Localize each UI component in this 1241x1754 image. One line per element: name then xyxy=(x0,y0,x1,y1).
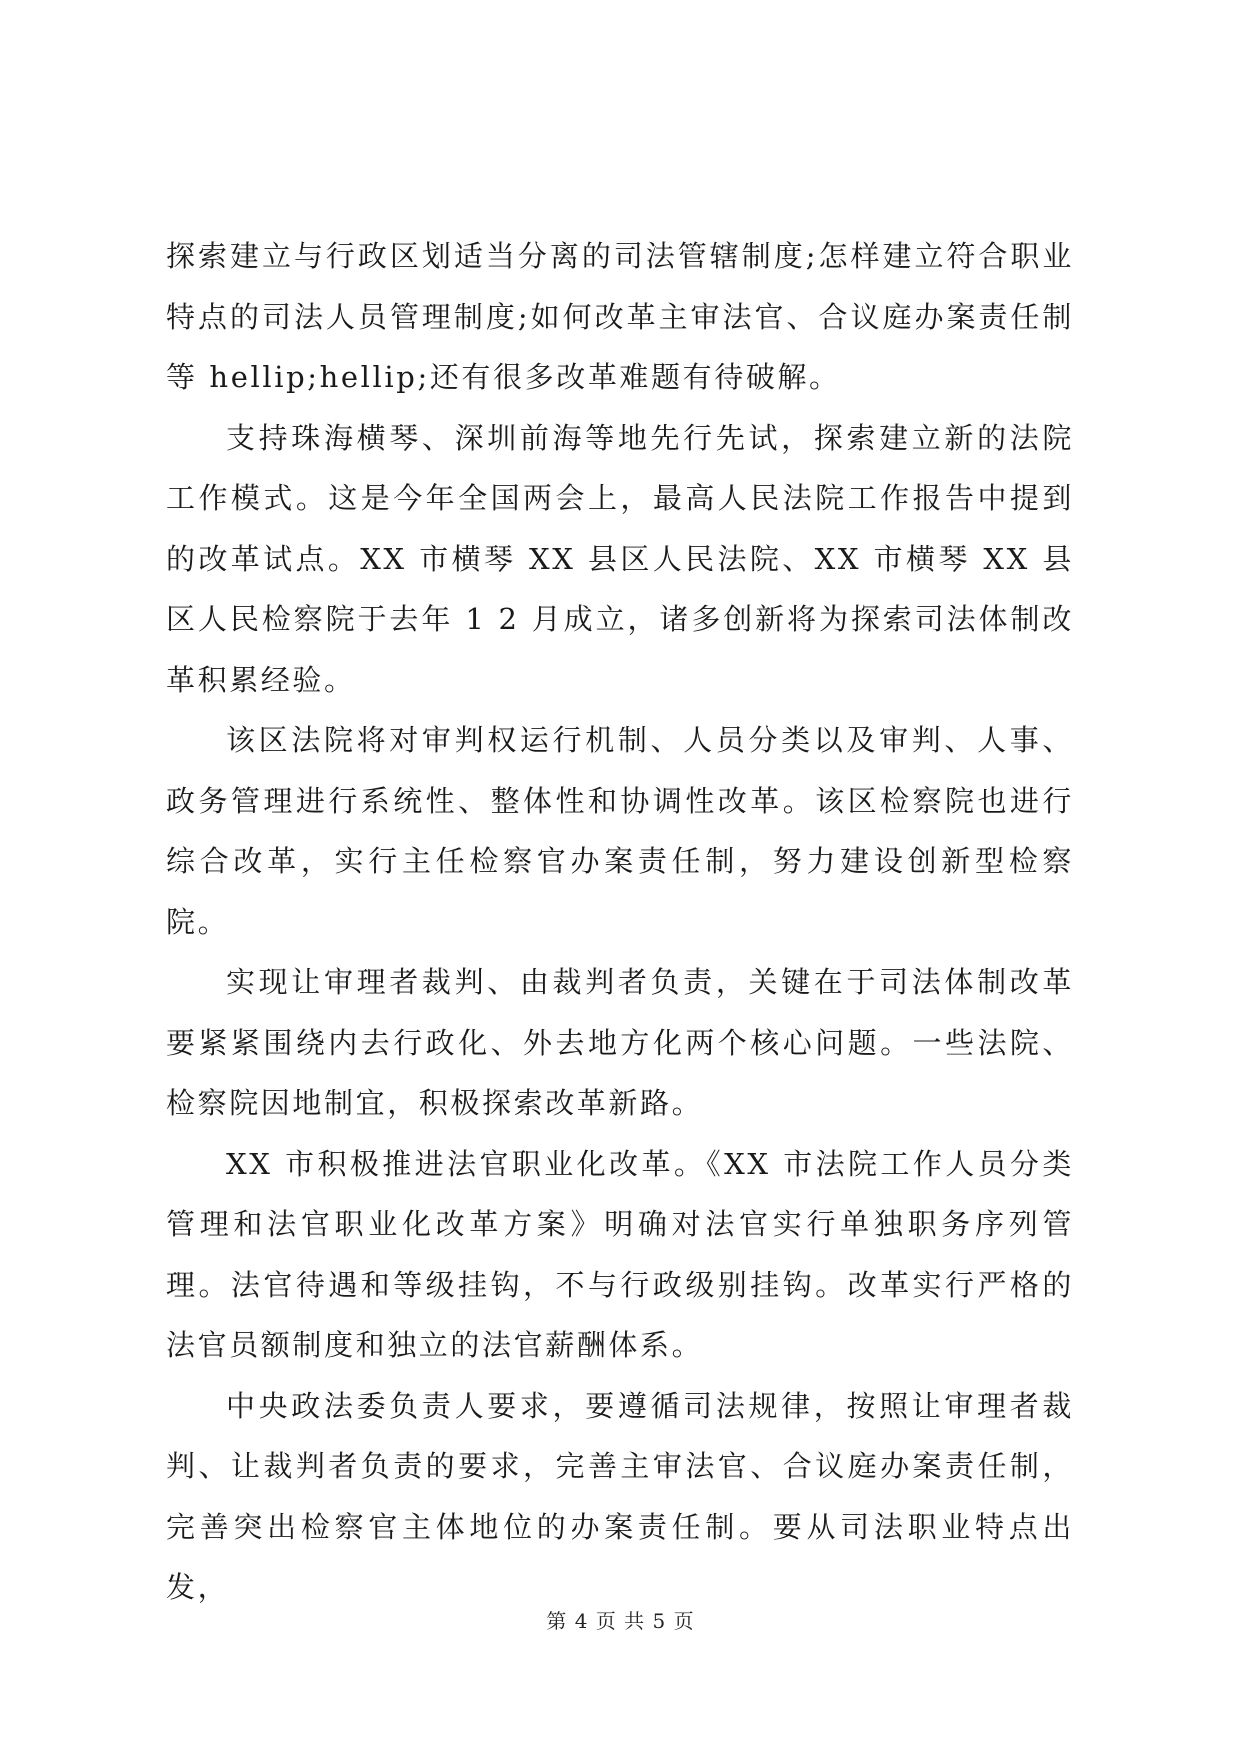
paragraph-4: 实现让审理者裁判、由裁判者负责，关键在于司法体制改革要紧紧围绕内去行政化、外去地方化两个核心问题。一些法院、检察院因地制宜，积极探索改革新路。 xyxy=(166,965,1074,1120)
page-number-footer: 第 4 页 共 5 页 xyxy=(546,1609,695,1633)
paragraph-5: XX 市积极推进法官职业化改革。《XX 市法院工作人员分类管理和法官职业化改革方案》明确对法官实行单独职务序列管理。法官待遇和等级挂钩，不与行政级别挂钩。改革实行严格的法官员额制度和独立的法官薪酬体系。 xyxy=(166,1146,1074,1362)
paragraph-6: 中央政法委负责人要求，要遵循司法规律，按照让审理者裁判、让裁判者负责的要求，完善主审法官、合议庭办案责任制，完善突出检察官主体地位的办案责任制。要从司法职业特点出发， xyxy=(166,1388,1074,1604)
paragraph-1: 探索建立与行政区划适当分离的司法管辖制度;怎样建立符合职业特点的司法人员管理制度;如何改革主审法官、合议庭办案责任制等 hellip;hellip;还有很多改革难题有待破解。 xyxy=(166,239,1074,394)
paragraph-3: 该区法院将对审判权运行机制、人员分类以及审判、人事、政务管理进行系统性、整体性和协调性改革。该区检察院也进行综合改革，实行主任检察官办案责任制，努力建设创新型检察院。 xyxy=(166,723,1074,939)
document-body xyxy=(166,226,1074,1618)
paragraph-2: 支持珠海横琴、深圳前海等地先行先试，探索建立新的法院工作模式。这是今年全国两会上，最高人民法院工作报告中提到的改革试点。XX 市横琴 XX 县区人民法院、XX 市横琴 XX 县区人民检察院于去年 1 2 月成立，诸多创新将为探索司法体制改革积累经验。 xyxy=(166,420,1074,697)
